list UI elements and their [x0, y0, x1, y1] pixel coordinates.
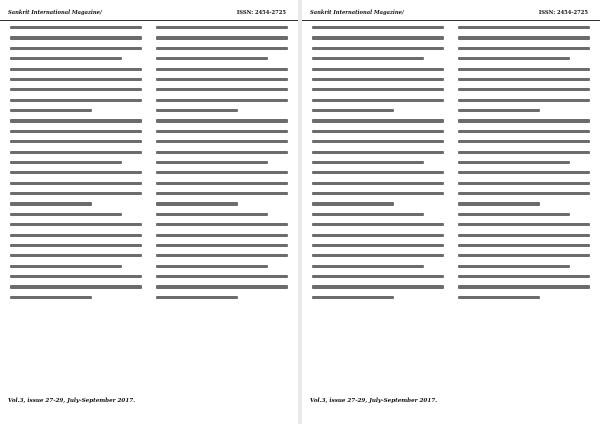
text-line: [156, 285, 288, 288]
text-line: [458, 78, 590, 81]
text-line: [156, 182, 288, 185]
text-line: [458, 213, 570, 216]
text-line: [458, 119, 590, 122]
text-line: [458, 88, 590, 91]
text-line: [458, 47, 590, 50]
text-line: [10, 254, 142, 257]
text-line: [458, 254, 590, 257]
text-line: [10, 223, 142, 226]
text-line: [458, 140, 590, 143]
text-line: [156, 171, 288, 174]
text-line: [458, 275, 590, 278]
text-line: [156, 296, 238, 299]
text-line: [458, 244, 590, 247]
text-line: [458, 182, 590, 185]
text-line: [312, 88, 444, 91]
text-line: [156, 99, 288, 102]
text-line: [156, 254, 288, 257]
text-line: [10, 130, 142, 133]
text-line: [10, 265, 122, 268]
text-column-2: [156, 26, 288, 388]
text-line: [458, 68, 590, 71]
text-line: [156, 202, 238, 205]
text-line: [458, 130, 590, 133]
text-line: [156, 88, 288, 91]
text-line: [458, 57, 570, 60]
text-line: [312, 109, 394, 112]
text-line: [10, 234, 142, 237]
text-line: [156, 192, 288, 195]
text-line: [10, 88, 142, 91]
text-line: [10, 36, 142, 39]
text-line: [458, 192, 590, 195]
text-line: [10, 78, 142, 81]
text-column-1: [10, 26, 142, 388]
text-line: [458, 234, 590, 237]
text-line: [458, 99, 590, 102]
text-line: [10, 202, 92, 205]
text-line: [156, 119, 288, 122]
text-line: [458, 36, 590, 39]
text-line: [10, 182, 142, 185]
page-right: [302, 0, 600, 424]
text-line: [312, 47, 444, 50]
text-line: [458, 202, 540, 205]
text-line: [312, 265, 424, 268]
text-line: [458, 171, 590, 174]
text-line: [10, 47, 142, 50]
text-line: [10, 119, 142, 122]
text-line: [156, 57, 268, 60]
text-line: [312, 68, 444, 71]
text-line: [312, 223, 444, 226]
text-line: [10, 109, 92, 112]
text-line: [156, 223, 288, 226]
running-footer: [302, 396, 600, 408]
text-line: [156, 68, 288, 71]
text-line: [156, 140, 288, 143]
volume-label: Vol.3, issue 27-29, July-September 2017.: [310, 398, 438, 404]
text-line: [458, 285, 590, 288]
text-line: [10, 26, 142, 29]
text-line: [10, 99, 142, 102]
text-line: [10, 161, 122, 164]
text-line: [312, 244, 444, 247]
text-line: [458, 296, 540, 299]
journal-title: Sankrit International Magazine/: [8, 10, 102, 16]
running-header: [0, 8, 298, 21]
text-line: [10, 296, 92, 299]
text-line: [312, 151, 444, 154]
text-line: [458, 26, 590, 29]
text-column-1: [312, 26, 444, 388]
text-line: [312, 78, 444, 81]
text-line: [312, 296, 394, 299]
text-line: [312, 171, 444, 174]
text-line: [312, 182, 444, 185]
page-left: [0, 0, 298, 424]
issn-label: ISSN: 2454-2725: [538, 10, 588, 16]
text-line: [156, 36, 288, 39]
text-line: [156, 234, 288, 237]
text-line: [312, 26, 444, 29]
text-line: [10, 171, 142, 174]
text-line: [312, 99, 444, 102]
text-line: [312, 213, 424, 216]
text-line: [10, 151, 142, 154]
text-line: [312, 140, 444, 143]
text-line: [10, 68, 142, 71]
text-line: [156, 109, 238, 112]
text-line: [312, 161, 424, 164]
text-line: [156, 265, 268, 268]
text-line: [10, 213, 122, 216]
text-columns: [312, 26, 590, 388]
running-footer: [0, 396, 298, 408]
text-line: [156, 244, 288, 247]
text-line: [156, 47, 288, 50]
text-line: [458, 161, 570, 164]
text-line: [312, 36, 444, 39]
text-line: [10, 285, 142, 288]
issn-label: ISSN: 2454-2725: [236, 10, 286, 16]
text-line: [10, 275, 142, 278]
text-line: [156, 78, 288, 81]
text-line: [312, 119, 444, 122]
text-line: [312, 285, 444, 288]
text-line: [312, 275, 444, 278]
text-line: [312, 202, 394, 205]
journal-title: Sankrit International Magazine/: [310, 10, 404, 16]
text-line: [10, 57, 122, 60]
text-line: [156, 213, 268, 216]
text-line: [458, 151, 590, 154]
text-line: [458, 223, 590, 226]
running-header: [302, 8, 600, 21]
text-line: [312, 254, 444, 257]
text-line: [312, 57, 424, 60]
text-line: [458, 265, 570, 268]
text-line: [156, 26, 288, 29]
text-column-2: [458, 26, 590, 388]
text-line: [156, 130, 288, 133]
text-line: [156, 161, 268, 164]
text-line: [156, 275, 288, 278]
text-line: [312, 192, 444, 195]
text-line: [156, 151, 288, 154]
volume-label: Vol.3, issue 27-29, July-September 2017.: [8, 398, 136, 404]
text-line: [10, 140, 142, 143]
text-line: [10, 192, 142, 195]
text-columns: [10, 26, 288, 388]
text-line: [10, 244, 142, 247]
text-line: [312, 130, 444, 133]
text-line: [458, 109, 540, 112]
text-line: [312, 234, 444, 237]
